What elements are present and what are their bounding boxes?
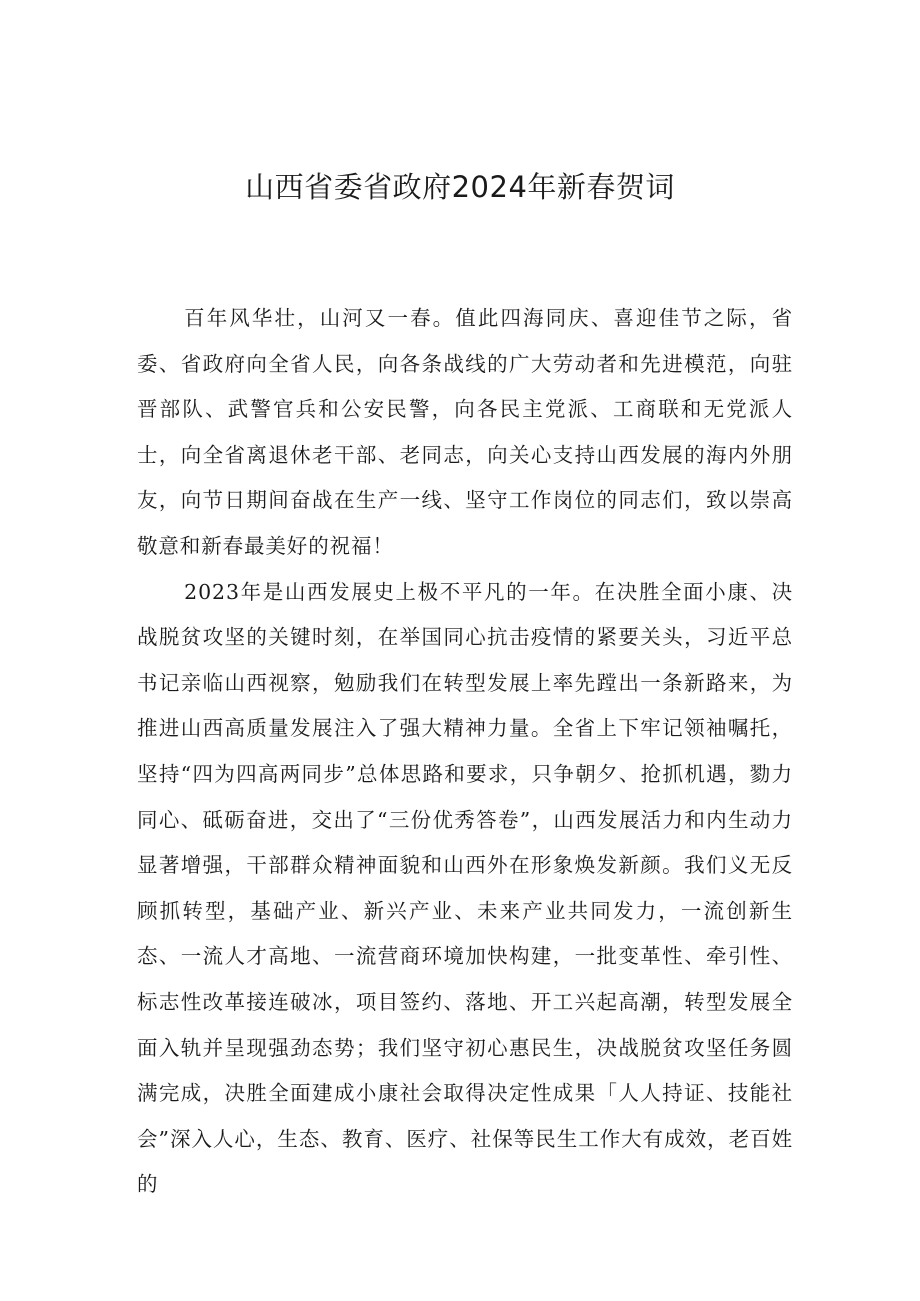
paragraph-greeting: 百年风华壮，山河又一春。值此四海同庆、喜迎佳节之际，省委、省政府向全省人民，向各条战线的广大劳动者和先进模范，向驻晋部队、武警官兵和公安民警，向各民主党派、工商联和无党派人士，向全省离退休老干部、老同志，向关心支持山西发展的海内外朋友，向节日期间奋战在生产一线、坚守工作岗位的同志们，致以崇高敬意和新春最美好的祝福！ [137, 306, 793, 558]
document-title: 山西省委省政府2024年新春贺词 [245, 170, 675, 204]
paragraph-2023-review: 2023年是山西发展史上极不平凡的一年。在决胜全面小康、决战脱贫攻坚的关键时刻，在举国同心抗击疫情的紧要关头，习近平总书记亲临山西视察，勉励我们在转型发展上率先蹚出一条新路来，为推进山西高质量发展注入了强大精神力量。全省上下牢记领袖嘱托，坚持“四为四高两同步”总体思路和要求，只争朝夕、抢抓机遇，勠力同心、砥砺奋进，交出了“三份优秀答卷”，山西发展活力和内生动力显著增强，干部群众精神面貌和山西外在形象焕发新颜。我们义无反顾抓转型，基础产业、新兴产业、未来产业共同发力，一流创新生态、一流人才高地、一流营商环境加快构建，一批变革性、牵引性、标志性改革接连破冰，项目签约、落地、开工兴起高潮，转型发展全面入轨并呈现强劲态势；我们坚守初心惠民生，决战脱贫攻坚任务圆满完成，决胜全面建成小康社会取得决定性成果「人人持证、技能社会”深入人心，生态、教育、医疗、社保等民生工作大有成效，老百姓的 [137, 579, 793, 1197]
document-body [137, 296, 793, 1208]
